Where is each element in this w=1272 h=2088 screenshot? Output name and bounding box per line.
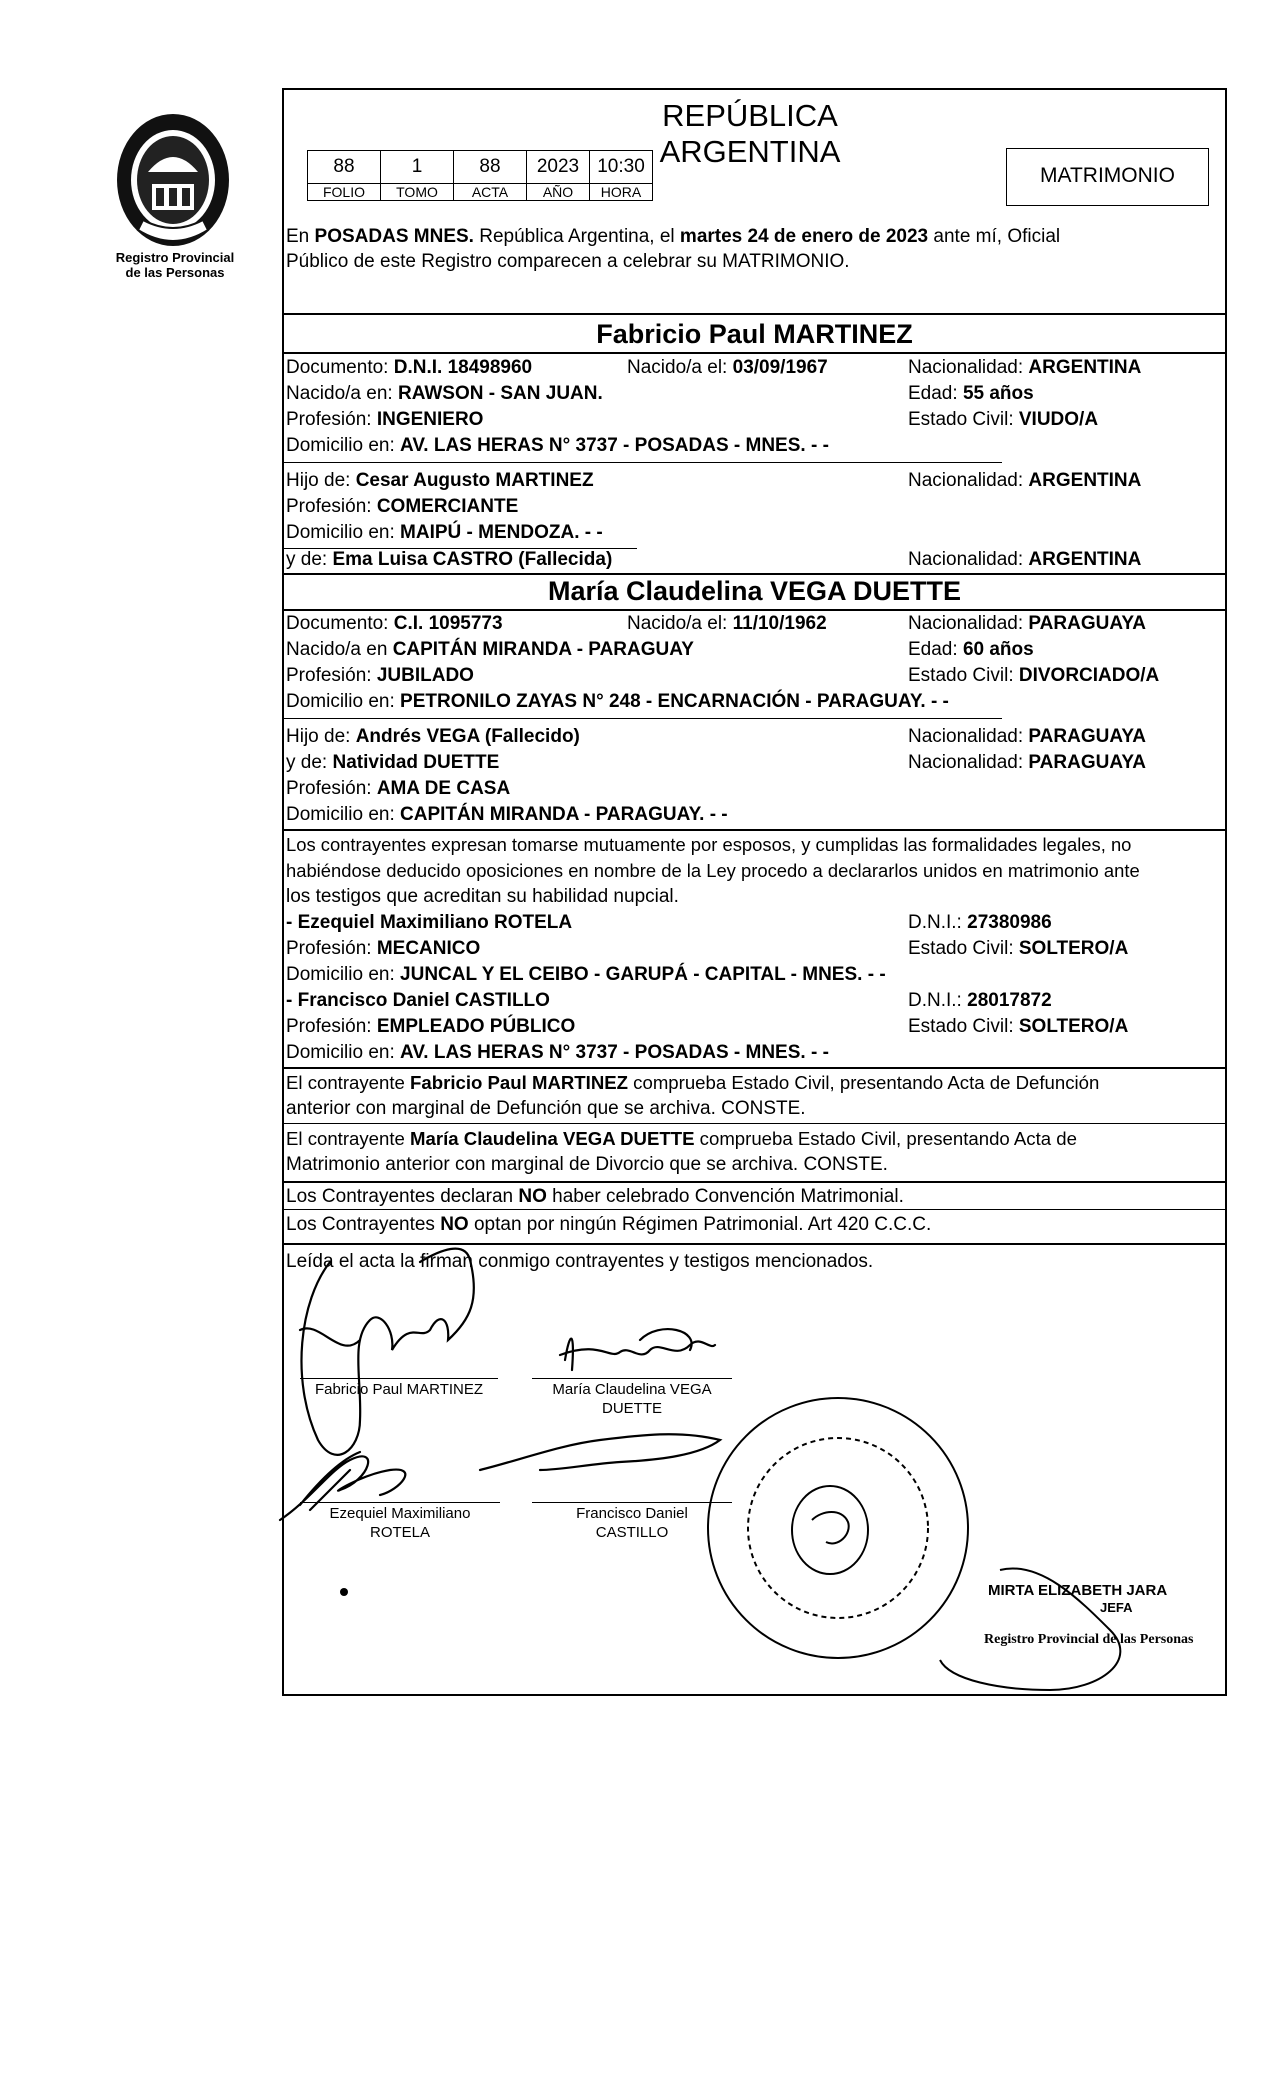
declaration-line-3: los testigos que acreditan su habilidad nupcial.	[286, 886, 679, 907]
acta-value: 88	[454, 151, 527, 184]
hour-label: HORA	[590, 184, 653, 201]
bride-mother-nationality: Nacionalidad: PARAGUAYA	[908, 752, 1146, 773]
intro-date: martes 24 de enero de 2023	[679, 226, 929, 247]
bride-signature-line	[532, 1378, 732, 1379]
divider	[282, 718, 1002, 719]
groom-signature-label: Fabricio Paul MARTINEZ	[314, 1381, 484, 1398]
officer-stamp-role: JEFA	[1100, 1600, 1133, 1615]
groom-signature-line	[300, 1378, 498, 1379]
bride-mother-profession: Profesión: AMA DE CASA	[286, 778, 511, 799]
declaration-line-2: habiéndose deducido oposiciones en nombre de la Ley procedo a declararlos unidos en matrimonio ante	[286, 860, 1140, 881]
tomo-value: 1	[381, 151, 454, 184]
bride-profession: Profesión: JUBILADO	[286, 665, 474, 686]
witness-1-signature-line	[300, 1502, 500, 1503]
groom-name-heading: Fabricio Paul MARTINEZ	[596, 319, 913, 349]
groom-mother-nationality: Nacionalidad: ARGENTINA	[908, 549, 1142, 570]
bride-civil-note-line-2: Matrimonio anterior con marginal de Divorcio que se archiva. CONSTE.	[286, 1154, 888, 1175]
divider	[282, 313, 1227, 315]
intro-line-2: Público de este Registro comparecen a celebrar su MATRIMONIO.	[286, 251, 850, 272]
groom-address: Domicilio en: AV. LAS HERAS N° 3737 - POSADAS - MNES. - -	[286, 435, 829, 456]
page-title: REPÚBLICA ARGENTINA	[659, 98, 841, 169]
witness-2-address: Domicilio en: AV. LAS HERAS N° 3737 - POSADAS - MNES. - -	[286, 1042, 829, 1063]
bride-birth-date: Nacido/a el: 11/10/1962	[627, 613, 827, 634]
bride-mother-address: Domicilio en: CAPITÁN MIRANDA - PARAGUAY. - -	[286, 804, 728, 825]
bride-mother: y de: Natividad DUETTE	[286, 752, 500, 773]
officer-stamp-office: Registro Provincial de las Personas	[984, 1632, 1194, 1647]
folio-value: 88	[308, 151, 381, 184]
intro-place: POSADAS MNES.	[314, 226, 474, 247]
witness-2-signature-label: Francisco Daniel CASTILLO	[576, 1505, 688, 1541]
regime-line-1: Los Contrayentes declaran NO haber celebrado Convención Matrimonial.	[286, 1186, 904, 1207]
groom-civil-status: Estado Civil: VIUDO/A	[908, 409, 1099, 430]
tomo-label: TOMO	[381, 184, 454, 201]
groom-father-address: Domicilio en: MAIPÚ - MENDOZA. - -	[286, 522, 603, 543]
logo-caption	[95, 250, 255, 280]
groom-civil-note-line-2: anterior con marginal de Defunción que se archiva. CONSTE.	[286, 1098, 806, 1119]
witness-1-signature-label: Ezequiel Maximiliano ROTELA	[329, 1505, 471, 1541]
groom-father: Hijo de: Cesar Augusto MARTINEZ	[286, 470, 594, 491]
province-shield-icon	[108, 112, 238, 252]
groom-father-nationality: Nacionalidad: ARGENTINA	[908, 470, 1142, 491]
witness-1-name: - Ezequiel Maximiliano ROTELA	[286, 912, 573, 933]
year-label: AÑO	[527, 184, 590, 201]
divider	[282, 829, 1227, 831]
witness-1-dni: D.N.I.: 27380986	[908, 912, 1052, 933]
groom-birth-place: Nacido/a en: RAWSON - SAN JUAN.	[286, 383, 603, 404]
groom-mother: y de: Ema Luisa CASTRO (Fallecida)	[286, 549, 613, 570]
declaration-line-1: Los contrayentes expresan tomarse mutuamente por esposos, y cumplidas las formalidades legales, no	[286, 834, 1132, 855]
logo-caption-line2: de las Personas	[125, 265, 225, 280]
bride-civil-status: Estado Civil: DIVORCIADO/A	[908, 665, 1160, 686]
bride-signature-label: María Claudelina VEGA DUETTE	[552, 1381, 712, 1417]
logo-caption-line1: Registro Provincial	[115, 250, 235, 265]
divider	[282, 1123, 1227, 1124]
witness-2-profession: Profesión: EMPLEADO PÚBLICO	[286, 1016, 576, 1037]
witness-1-address: Domicilio en: JUNCAL Y EL CEIBO - GARUPÁ - CAPITAL - MNES. - -	[286, 964, 886, 985]
closing-statement: Leída el acta la firman conmigo contrayentes y testigos mencionados.	[286, 1251, 874, 1272]
bride-civil-note-line-1: El contrayente María Claudelina VEGA DUETTE comprueba Estado Civil, presentando Acta de	[286, 1128, 1077, 1149]
groom-age: Edad: 55 años	[908, 383, 1034, 404]
bride-document: Documento: C.I. 1095773	[286, 613, 503, 634]
registry-logo	[108, 112, 238, 252]
witness-2-civil-status: Estado Civil: SOLTERO/A	[908, 1016, 1129, 1037]
divider	[282, 1181, 1227, 1183]
witness-1-profession: Profesión: MECANICO	[286, 938, 481, 959]
hour-value: 10:30	[590, 151, 653, 184]
witness-2-dni: D.N.I.: 28017872	[908, 990, 1052, 1011]
witness-1-civil-status: Estado Civil: SOLTERO/A	[908, 938, 1129, 959]
witness-2-signature-line	[532, 1502, 732, 1503]
witness-2-name: - Francisco Daniel CASTILLO	[286, 990, 550, 1011]
bride-name-heading: María Claudelina VEGA DUETTE	[547, 576, 962, 606]
divider	[282, 573, 1227, 575]
bride-father-nationality: Nacionalidad: PARAGUAYA	[908, 726, 1146, 747]
divider	[282, 1243, 1227, 1245]
acta-label: ACTA	[454, 184, 527, 201]
bride-address: Domicilio en: PETRONILO ZAYAS N° 248 - ENCARNACIÓN - PARAGUAY. - -	[286, 691, 949, 712]
intro-line-1: En POSADAS MNES. República Argentina, el martes 24 de enero de 2023 ante mí, Oficial	[286, 226, 1061, 247]
bride-age: Edad: 60 años	[908, 639, 1034, 660]
divider	[282, 1067, 1227, 1069]
bride-birth-place: Nacido/a en CAPITÁN MIRANDA - PARAGUAY	[286, 639, 694, 660]
groom-document: Documento: D.N.I. 18498960	[286, 357, 533, 378]
groom-father-profession: Profesión: COMERCIANTE	[286, 496, 519, 517]
bride-father: Hijo de: Andrés VEGA (Fallecido)	[286, 726, 580, 747]
groom-nationality: Nacionalidad: ARGENTINA	[908, 357, 1142, 378]
bride-nationality: Nacionalidad: PARAGUAYA	[908, 613, 1146, 634]
regime-line-2: Los Contrayentes NO optan por ningún Régimen Patrimonial. Art 420 C.C.C.	[286, 1214, 932, 1235]
groom-civil-note-line-1: El contrayente Fabricio Paul MARTINEZ comprueba Estado Civil, presentando Acta de Defunción	[286, 1072, 1100, 1093]
officer-stamp-name: MIRTA ELIZABETH JARA	[988, 1582, 1168, 1599]
divider	[282, 1209, 1227, 1210]
divider	[282, 609, 1227, 611]
groom-birth-date: Nacido/a el: 03/09/1967	[627, 357, 828, 378]
year-value: 2023	[527, 151, 590, 184]
divider	[282, 352, 1227, 354]
registry-data-table	[307, 150, 653, 201]
folio-label: FOLIO	[308, 184, 381, 201]
groom-profession: Profesión: INGENIERO	[286, 409, 484, 430]
act-type-box: MATRIMONIO	[1006, 148, 1209, 206]
divider	[282, 462, 1002, 463]
